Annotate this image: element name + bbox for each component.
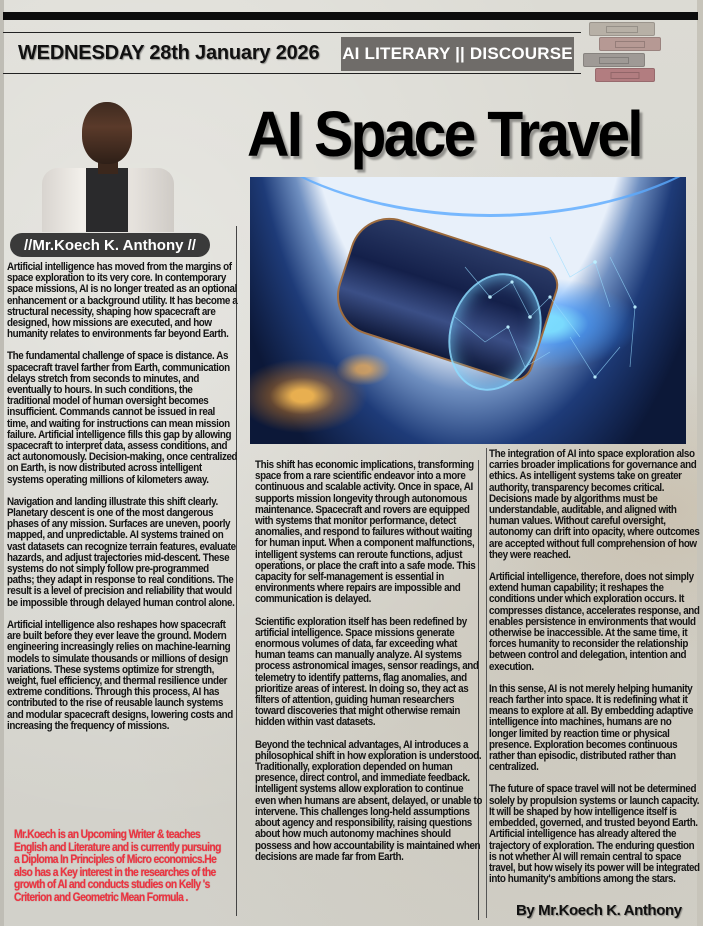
book-spine <box>595 68 655 82</box>
book-spine <box>583 53 645 67</box>
paragraph: Artificial intelligence, therefore, does not simply extend human capability; it reshapes the conditions under which exploration occurs. It compresses distance, accelerates response, and enables persistence in environments that would otherwise be inaccessible. At the same time, it forces humanity to reconsider the relationship between control and delegation, intention and execution. <box>489 571 700 673</box>
page-edge-left <box>0 0 4 926</box>
paragraph: This shift has economic implications, transforming space from a rare scientific endeavor into a more continuous and scalable activity. Once in space, AI supports mission longevity through autonomous maintenance. Spacecraft and rovers are equipped with systems that monitor performance, detect anomalies, and respond to failures without waiting for human input. When a component malfunctions, intelligent systems can reroute functions, adjust operations, or place the craft into a safe mode. This capacity for self-management is essential in environments where repairs are impossible and communication is delayed. <box>255 459 476 606</box>
article-column-right <box>489 449 700 896</box>
hero-image-spacecraft <box>250 177 686 444</box>
paragraph: Beyond the technical advantages, AI introduces a philosophical shift in how exploration is understood. Traditionally, exploration depended on human presence, direct control, and immediate feedback. Intelligent systems allow exploration to continue even when humans are absent, delayed, or unable to intervene. This challenges long-held assumptions about agency and responsibility, raising questions about how much autonomy machines should possess and how accountability is maintained when decisions are made far from Earth. <box>255 738 482 863</box>
paragraph: Artificial intelligence also reshapes how spacecraft are built before they ever leave the ground. Modern engineering increasingly relies on machine-learning models to simulate thousands or millions of design variations. These systems optimize for strength, weight, fuel efficiency, and thermal resilience under extreme conditions. Through this process, AI has contributed to the rise of reusable launch systems and modular spacecraft designs, lowering costs and increasing the frequency of missions. <box>7 618 233 732</box>
paragraph: Scientific exploration itself has been redefined by artificial intelligence. Space missions generate enormous volumes of data, far exceeding what human teams can manually analyze. AI systems process astronomical images, sensor readings, and telemetry to identify patterns, flag anomalies, and prioritize areas of interest. In doing so, they act as filters of attention, guiding human researchers toward discoveries that might otherwise remain hidden within vast datasets. <box>255 615 479 729</box>
author-bio: Mr.Koech is an Upcoming Writer & teaches English and Literature and is currently pursuing a Diploma In Principles of Micro economics.He also has a Key interest in the researches of the growth of AI and conducts studies on Kelly 's Criterion and Geometric Mean Formula . <box>14 827 221 904</box>
column-divider-right <box>486 448 487 918</box>
author-photo <box>40 100 175 232</box>
article-column-middle <box>255 460 482 874</box>
article-headline: AI Space Travel <box>247 98 641 170</box>
paragraph: The fundamental challenge of space is distance. As spacecraft travel farther from Earth, communication delays stretch from seconds to minutes, and eventually to hours. In such conditions, the traditional model of human oversight becomes insufficient. Commands cannot be issued in real time, and waiting for instructions can mean mission failure. Artificial intelligence fills this gap by allowing spacecraft to interpret data, assess conditions, and act autonomously. Decision-making, once centralized on Earth, is now distributed across intelligent systems operating millions of kilometers away. <box>7 350 238 486</box>
paragraph: The integration of AI into space exploration also carries broader implications for governance and ethics. As intelligent systems take on greater authority, transparency becomes critical. Decisions made by algorithms must be understandable, auditable, and aligned with human values. Without careful oversight, autonomy can drift into opacity, where outcomes are accepted without full comprehension of how they were reached. <box>489 448 700 561</box>
article-column-left <box>7 262 238 743</box>
section-badge: AI LITERARY || DISCOURSE <box>341 37 574 71</box>
header-rule-top <box>3 32 581 33</box>
author-name-tag: //Mr.Koech K. Anthony // <box>10 233 210 257</box>
masthead-bar <box>3 12 698 20</box>
issue-date: WEDNESDAY 28th January 2026 <box>18 42 320 64</box>
book-spine <box>589 22 655 36</box>
header-rule-bottom <box>3 73 581 74</box>
article-byline: By Mr.Koech K. Anthony <box>516 902 682 919</box>
paragraph: Navigation and landing illustrate this shift clearly. Planetary descent is one of the most dangerous phases of any mission. Surfaces are uneven, poorly mapped, and unpredictable. AI systems trained on vast datasets can recognize terrain features, evaluate hazards, and adjust trajectories mid-descent. These systems do not simply follow pre-programmed paths; they adapt in response to real conditions. The result is a level of precision and reliability that would be impossible through delayed human control alone. <box>7 495 236 609</box>
stacked-books-icon <box>583 22 663 84</box>
book-spine <box>599 37 661 51</box>
paragraph: Artificial intelligence has moved from the margins of space exploration to its very core. In contemporary space missions, AI is no longer treated as an optional enhancement or a background utility. It has become a structural necessity, shaping how spacecraft are designed, how missions are executed, and how humanity relates to environments far beyond Earth. <box>7 261 238 341</box>
ai-network-lines <box>250 177 686 444</box>
paragraph: In this sense, AI is not merely helping humanity reach farther into space. It is redefining what it means to explore at all. By embedding adaptive intelligence into machines, humans are no longer limited by reaction time or physical presence. Exploration becomes continuous rather than episodic, distributed rather than centralized. <box>489 682 693 774</box>
paragraph: The future of space travel will not be determined solely by propulsion systems or launch capacity. It will be shaped by how intelligence itself is embedded, governed, and trusted beyond Earth. Artificial intelligence has already altered the trajectory of exploration. The enduring question is not whether AI will remain central to space travel, but how wisely its power will be integrated into humanity's ambitions among the stars. <box>489 783 700 886</box>
